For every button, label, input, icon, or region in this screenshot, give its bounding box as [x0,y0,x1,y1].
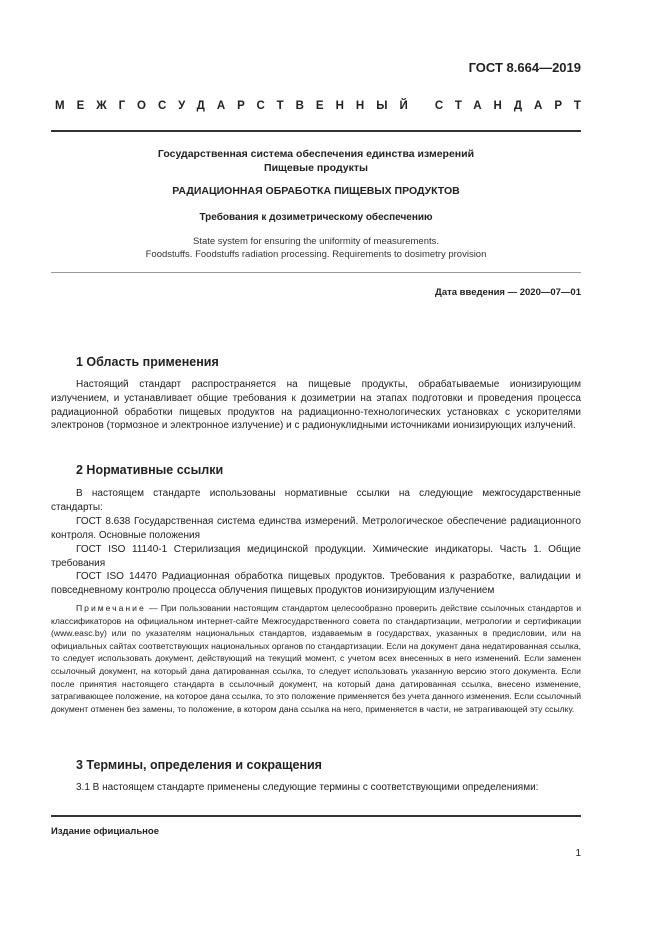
document-subtitle: Требования к дозиметрическому обеспечению [199,212,433,223]
standard-banner: МЕЖГОСУДАРСТВЕННЫЙ СТАНДАРТ [55,100,593,112]
title-block [51,147,581,175]
english-title-line-1: State system for ensuring the uniformity of measurements. [192,236,440,247]
section-1-heading: 1 Область применения [76,355,219,369]
official-edition-label: Издание официальное [51,826,159,837]
document-number: ГОСТ 8.664—2019 [468,60,581,75]
note-text: — При пользовании настоящим стандартом целесообразно проверить действие ссылочных стандартов и классификаторов на официальном интернет-сайте Межгосударственного совета по стандартизации, метрологии и сертификации (www.easc.by) или по указателям национальных стандартов, издаваемым в государствах, указанных в предисловии, или на официальных сайтах соответствующих национальных органов по стандартизации. Если на документ дана недатированная ссылка, то следует использовать документ, действующий на текущий момент, с учетом всех внесенных в него изменений. Если заменен ссылочный документ, на который дана датированная ссылка, то следует использовать указанную версию этого документа. Если после принятия настоящего стандарта в ссылочный документ, на который дана датированная ссылка, внесено изменение, затрагивающее положение, на которое дана ссылка, то это положение применяется без учета данного изменения. Если ссылочный документ отменен без замены, то положение, в котором дана ссылка на него, применяется в части, не затрагивающей эту ссылку. [51,603,582,714]
bottom-divider [51,815,581,817]
reference-gost-iso-11140-1: ГОСТ ISO 11140-1 Стерилизация медицинской продукции. Химические индикаторы. Часть 1. Общие требования [51,544,581,569]
title-line-1: Государственная система обеспечения единства измерений [157,148,475,160]
title-line-2: Пищевые продукты [264,162,368,174]
page-number: 1 [575,848,581,859]
section-3-body: 3.1 В настоящем стандарте применены следующие термины с соответствующими определениями: [76,782,539,793]
section-2-intro [51,487,581,515]
section-2-intro-text: В настоящем стандарте использованы нормативные ссылки на следующие межгосударственные стандарты: [51,488,581,513]
english-title-line-2: Foodstuffs. Foodstuffs radiation processing. Requirements to dosimetry provision [145,248,487,260]
reference-gost-8-638: ГОСТ 8.638 Государственная система единства измерений. Метрологическое обеспечение радиационного контроля. Основные положения [51,516,581,541]
english-title [51,236,581,261]
top-divider [51,130,581,132]
introduction-date: Дата введения — 2020—07—01 [435,287,581,298]
section-1-text [51,378,581,433]
main-title: РАДИАЦИОННАЯ ОБРАБОТКА ПИЩЕВЫХ ПРОДУКТОВ [172,185,460,197]
references-note [51,602,581,715]
section-3-text [51,781,581,795]
reference-item [51,570,581,598]
reference-item [51,543,581,571]
reference-item [51,515,581,543]
reference-gost-iso-14470: ГОСТ ISO 14470 Радиационная обработка пищевых продуктов. Требования к разработке, валидации и повседневному контролю процесса облучения пищевых продуктов ионизирующим излучением [51,571,581,596]
middle-divider [51,272,581,273]
section-2-heading: 2 Нормативные ссылки [76,463,224,477]
note-label: Примечание [76,603,146,613]
section-1-body: Настоящий стандарт распространяется на пищевые продукты, обрабатываемые ионизирующим излучением, и устанавливает общие требования к дозиметрии на этапах подготовки и проведения процесса радиационной обработки пищевых продуктов на радиационно-технологических установках с ускорителями электронов (тормозное и электронное излучение) и с радионуклидными источниками ионизирующих излучений. [51,379,581,432]
section-3-heading: 3 Термины, определения и сокращения [76,758,322,772]
